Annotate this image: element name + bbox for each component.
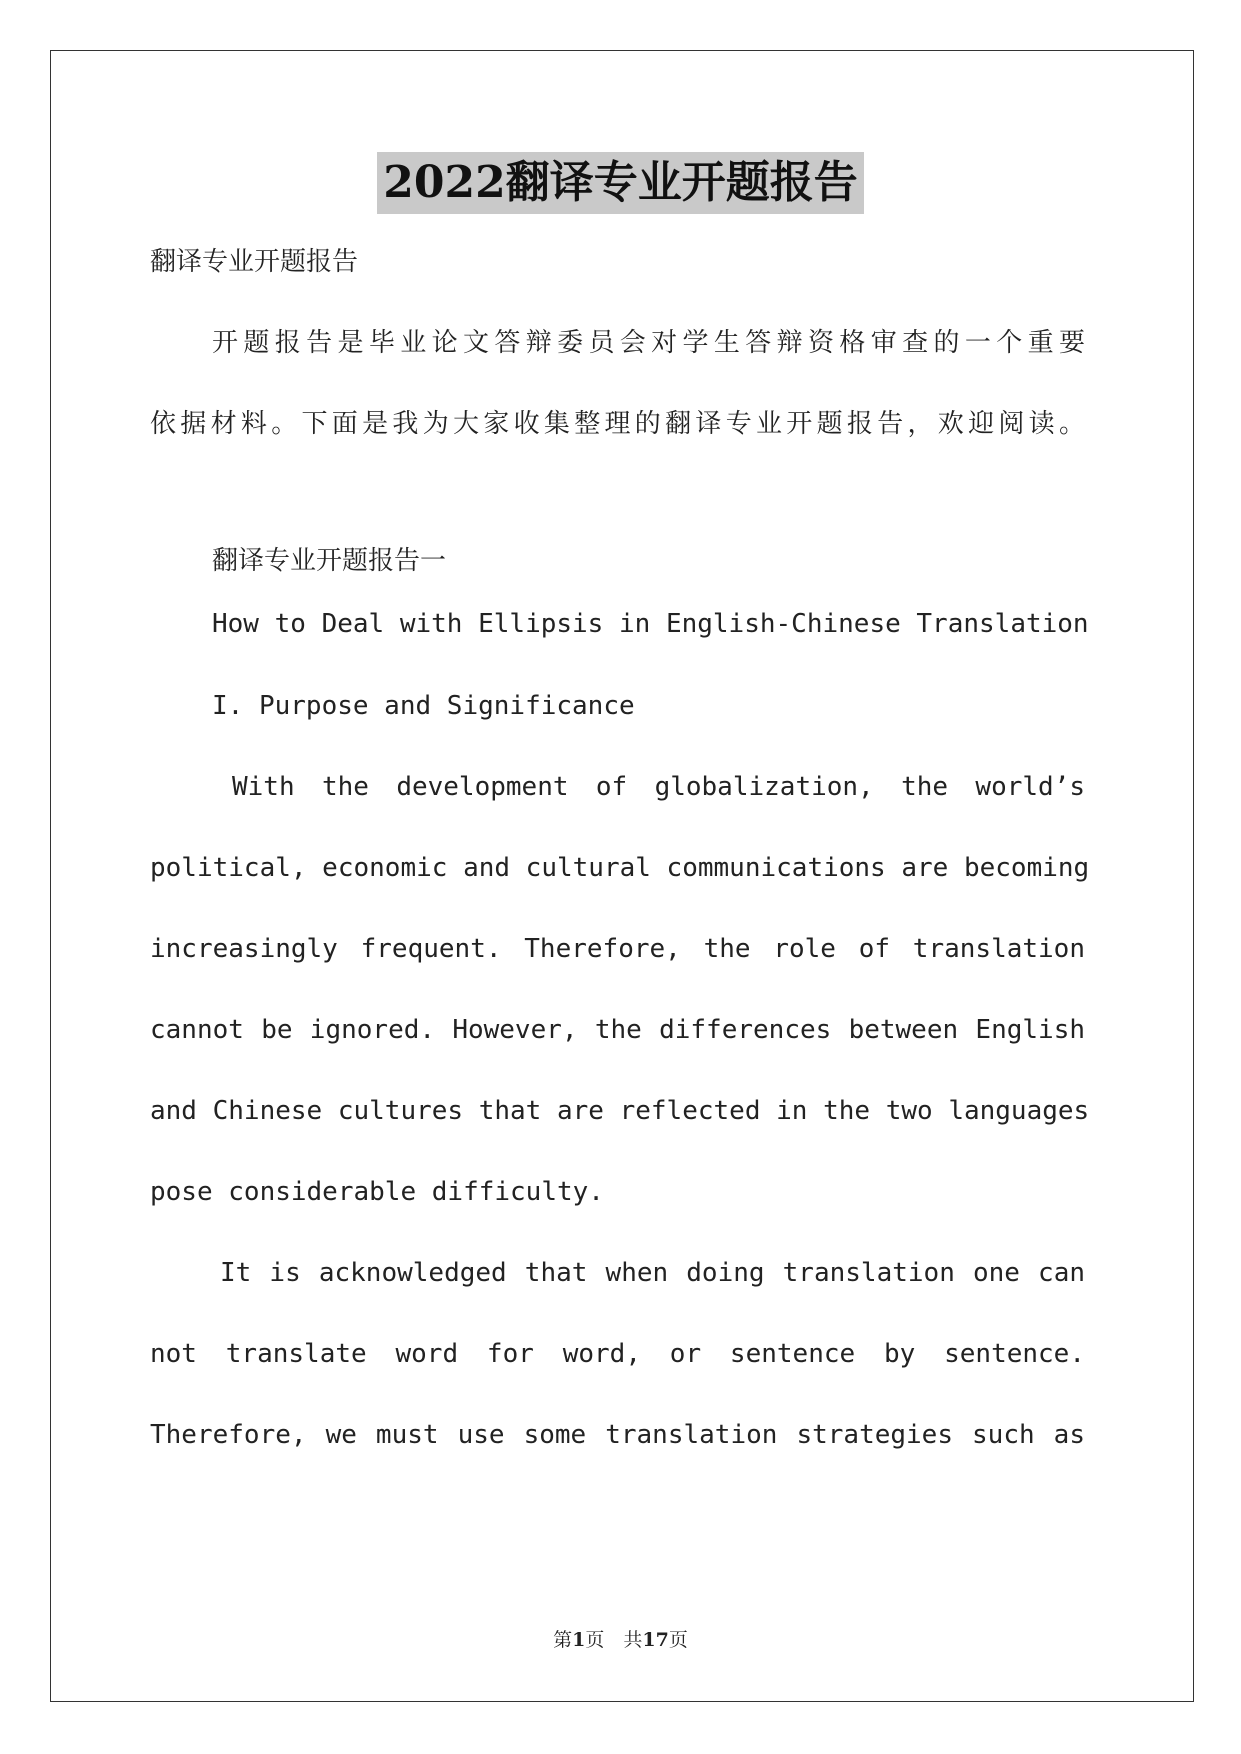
para1-line-5: and Chinese cultures that are reflected in the two languages (150, 1096, 1090, 1126)
section-heading: 翻译专业开题报告一 (212, 546, 447, 576)
footer-total-pages: 17 (642, 1629, 669, 1651)
para1-line-2: political, economic and cultural communications are becoming (150, 853, 1090, 883)
footer-prefix: 第 (553, 1629, 573, 1651)
footer-middle: 页 共 (585, 1629, 643, 1651)
subtitle: 翻译专业开题报告 (150, 247, 359, 277)
document-title: 2022翻译专业开题报告 (377, 152, 863, 214)
para2-line-2: not translate word for word, or sentence by sentence. (150, 1339, 1085, 1369)
footer-suffix: 页 (668, 1629, 688, 1651)
intro-line-2: 依据材料。下面是我为大家收集整理的翻译专业开题报告，欢迎阅读。 (150, 409, 1085, 439)
para2-line-3: Therefore, we must use some translation strategies such as (150, 1420, 1085, 1450)
title-container (0, 152, 1241, 214)
page-footer (0, 1625, 1241, 1652)
footer-page-number: 1 (572, 1629, 586, 1651)
para1-line-3: increasingly frequent. Therefore, the role of translation (150, 934, 1085, 964)
english-title: How to Deal with Ellipsis in English-Chinese Translation (212, 609, 1089, 639)
para1-line-6: pose considerable difficulty. (150, 1177, 604, 1207)
part-heading: I. Purpose and Significance (212, 691, 635, 721)
para1-line-4: cannot be ignored. However, the differences between English (150, 1015, 1085, 1045)
intro-line-1: 开题报告是毕业论文答辩委员会对学生答辩资格审查的一个重要 (212, 328, 1085, 358)
para2-line-1: It is acknowledged that when doing translation one can (220, 1258, 1085, 1288)
para1-line-1: With the development of globalization, the world’s (232, 772, 1085, 802)
